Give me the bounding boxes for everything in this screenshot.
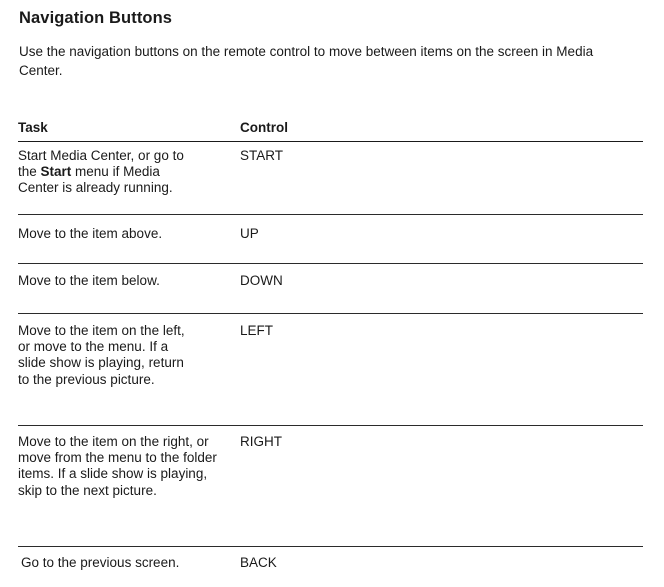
header-task: Task (18, 120, 48, 135)
intro-paragraph: Use the navigation buttons on the remote control to move between items on the screen in Media Center. (19, 44, 594, 78)
task-text-part: Start Media Center, or go to the (18, 148, 184, 180)
table-row (18, 142, 643, 215)
task-cell: Move to the item on the left, or move to the menu. If a slide show is playing, return to the previous picture. (18, 323, 185, 387)
task-text-part: menu if Media Center is already running. (18, 164, 173, 196)
table-row (18, 547, 643, 587)
start-menu-keyword: Start (40, 164, 72, 180)
table-row (18, 215, 643, 264)
control-cell: UP (240, 226, 259, 241)
control-cell: DOWN (240, 273, 283, 288)
control-cell: LEFT (240, 323, 274, 338)
table-row (18, 426, 643, 547)
section-heading: Navigation Buttons (19, 9, 173, 27)
header-control: Control (240, 120, 288, 135)
task-cell: Move to the item below. (18, 273, 160, 288)
control-cell: BACK (240, 555, 277, 570)
control-cell: RIGHT (240, 434, 282, 449)
task-cell (18, 148, 203, 214)
navigation-buttons-table (18, 114, 643, 587)
task-cell: Move to the item on the right, or move from the menu to the folder items. If a slide show is playing, skip to the next picture. (18, 434, 217, 498)
control-cell: START (240, 148, 284, 163)
task-cell: Go to the previous screen. (21, 555, 180, 570)
table-row (18, 264, 643, 314)
task-cell: Move to the item above. (18, 226, 163, 241)
table-row (18, 314, 643, 426)
table-header-row (18, 114, 643, 142)
